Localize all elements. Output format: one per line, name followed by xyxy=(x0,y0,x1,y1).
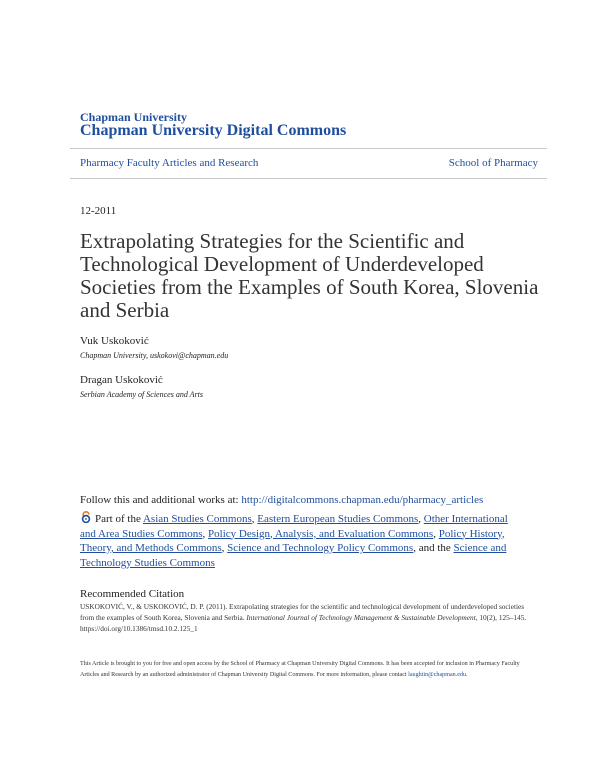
citation-journal: International Journal of Technology Management & Sustainable Development, xyxy=(246,613,478,623)
citation-text xyxy=(80,601,530,635)
commons-link[interactable]: Policy Design, Analysis, and Evaluation Commons xyxy=(208,527,434,540)
follow-works xyxy=(80,494,540,506)
contact-email-link[interactable]: laughtin@chapman.edu xyxy=(408,672,467,678)
commons-link[interactable]: Science and Technology Studies Commons xyxy=(80,542,507,569)
recommended-citation-heading: Recommended Citation xyxy=(80,588,185,600)
article-title: Extrapolating Strategies for the Scientific and Technological Development of Underdeveloped Societies from the Examples of South Korea, Slovenia and Serbia xyxy=(80,229,539,322)
disciplines-list: Part of the Asian Studies Commons, Eastern European Studies Commons, Other International and Area Studies Commons, Policy Design, Analysis, and Evaluation Commons, Policy History, Theory, and Methods Commons, Science and Technology Policy Commons, and the Science and Technology Studies Commons xyxy=(80,513,508,569)
notice-end: . xyxy=(466,672,468,678)
part-of-label: Part of the xyxy=(95,513,141,525)
author-name: Dragan Uskoković xyxy=(80,374,163,386)
publication-date: 12-2011 xyxy=(80,205,117,217)
commons-link[interactable]: Science and Technology Policy Commons xyxy=(227,542,414,554)
and-the-text: , and the xyxy=(413,542,451,554)
access-notice xyxy=(80,659,530,681)
commons-link[interactable]: Policy History, Theory, and Methods Commons xyxy=(80,527,505,554)
open-access-icon xyxy=(80,511,92,523)
commons-link[interactable]: Eastern European Studies Commons xyxy=(257,513,419,525)
institution-name[interactable]: Chapman University xyxy=(80,110,188,124)
series-link[interactable]: Pharmacy Faculty Articles and Research xyxy=(80,157,259,169)
repository-name[interactable]: Chapman University Digital Commons xyxy=(80,122,347,139)
author-affiliation: Serbian Academy of Sciences and Arts xyxy=(80,390,204,399)
commons-link[interactable]: Other International and Area Studies Commons xyxy=(80,513,508,540)
nav-divider xyxy=(70,178,547,179)
author-affiliation: Chapman University, uskokovi@chapman.edu xyxy=(80,351,229,360)
citation-doi: 10(2), 125–145. https://doi.org/10.1386/tmsd.10.2.125_1 xyxy=(80,613,527,634)
top-divider xyxy=(70,148,547,149)
follow-label: Follow this and additional works at: xyxy=(80,494,239,506)
commons-link[interactable]: Asian Studies Commons xyxy=(142,513,252,525)
collection-url-link[interactable]: http://digitalcommons.chapman.edu/pharmacy_articles xyxy=(241,494,484,506)
notice-text: This Article is brought to you for free and open access by the School of Pharmacy at Chapman University Digital Commons. It has been accepted for inclusion in Pharmacy Faculty Articles and Research by an authorized administrator of Chapman University Digital Commons. For more information, please contact xyxy=(80,661,520,678)
citation-body: USKOKOVIĆ, V., & USKOKOVIĆ, D. P. (2011). Extrapolating strategies for the scientific and technological development of underdeveloped societies from the examples of South Korea, Slovenia and Serbia. xyxy=(80,602,525,623)
author-name: Vuk Uskoković xyxy=(80,335,149,347)
department-link[interactable]: School of Pharmacy xyxy=(448,157,538,169)
